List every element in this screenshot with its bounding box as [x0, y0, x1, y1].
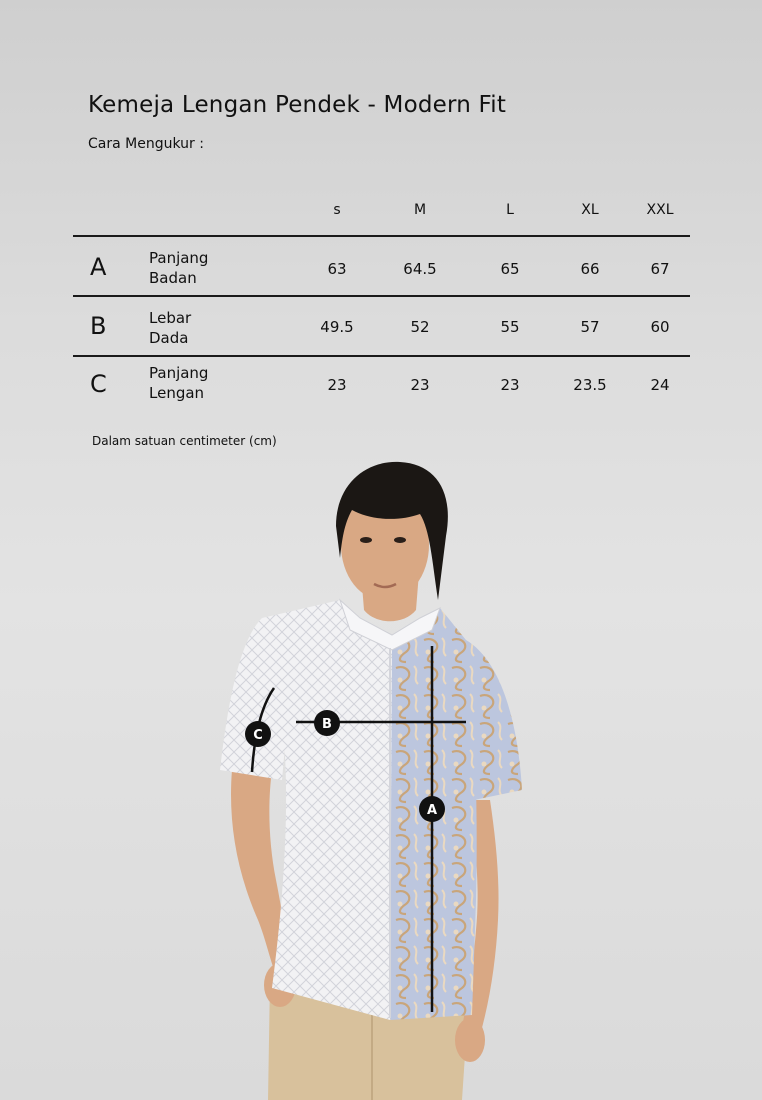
table-cell: 23	[500, 376, 520, 394]
row-label-line: Badan	[149, 269, 197, 287]
size-header-m: M	[413, 202, 427, 218]
table-cell: 67	[650, 260, 670, 278]
table-cell: 57	[580, 318, 600, 336]
table-cell: 60	[650, 318, 670, 336]
table-cell: 65	[500, 260, 520, 278]
row-label-line: Lengan	[149, 384, 205, 402]
table-cell: 55	[500, 318, 520, 336]
marker-c	[245, 721, 271, 747]
model-head	[336, 462, 448, 621]
row-label-line: Lebar	[149, 309, 192, 327]
table-divider	[73, 295, 690, 297]
marker-a	[419, 796, 445, 822]
page-title: Kemeja Lengan Pendek - Modern Fit	[88, 92, 507, 118]
row-label	[149, 308, 191, 348]
marker-b	[314, 710, 340, 736]
table-cell: 52	[410, 318, 430, 336]
marker-a-label: A	[426, 803, 438, 818]
row-label	[149, 248, 208, 288]
size-header-s: s	[333, 202, 341, 218]
row-letter: C	[90, 370, 107, 398]
marker-b-label: B	[322, 717, 332, 732]
table-cell: 49.5	[320, 318, 354, 336]
row-letter: B	[90, 312, 107, 340]
table-divider	[73, 355, 690, 357]
size-header-xl: XL	[581, 202, 599, 218]
size-header-xxl: XXL	[646, 202, 674, 218]
measurement-diagram	[0, 440, 762, 1100]
size-header-l: L	[506, 202, 514, 218]
table-cell: 23.5	[573, 376, 607, 394]
row-letter: A	[90, 253, 107, 281]
table-cell: 63	[327, 260, 347, 278]
table-cell: 23	[410, 376, 430, 394]
row-label	[149, 363, 208, 403]
table-cell: 66	[580, 260, 600, 278]
page-subtitle: Cara Mengukur :	[88, 136, 204, 152]
row-label-line: Panjang	[149, 249, 209, 267]
row-label-line: Dada	[149, 329, 189, 347]
marker-c-label: C	[253, 728, 263, 743]
table-cell: 64.5	[403, 260, 437, 278]
table-cell: 24	[650, 376, 670, 394]
table-cell: 23	[327, 376, 347, 394]
unit-footnote: Dalam satuan centimeter (cm)	[92, 434, 277, 448]
row-label-line: Panjang	[149, 364, 209, 382]
table-divider	[73, 235, 690, 237]
